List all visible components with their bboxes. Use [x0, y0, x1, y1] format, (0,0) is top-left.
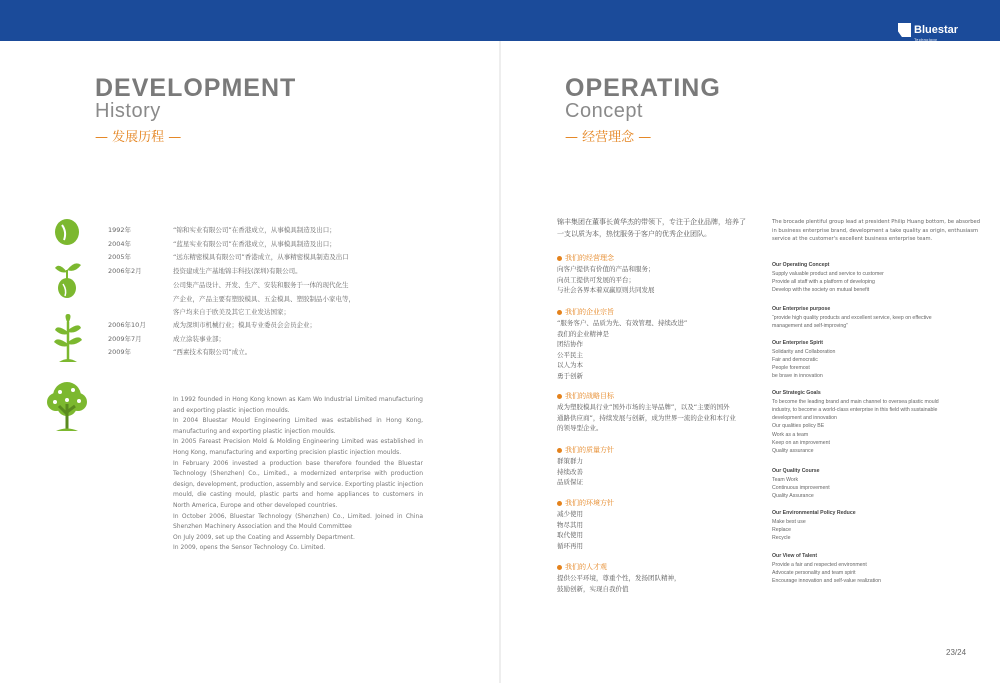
seed-icon	[53, 218, 81, 246]
timeline-year: 2005年	[108, 253, 132, 261]
concept-section	[557, 253, 757, 296]
en-line: Supply valuable product and service to customer	[772, 270, 884, 277]
en-line: Encourage innovation and self-value realization	[772, 578, 882, 585]
timeline-text: “远东精密模具有限公司”香港成立，从事精密模具制造及出口	[173, 253, 349, 261]
history-paragraph: In 2005 Fareast Precision Mold & Molding Engineering Limited was established in Hong Kong, manufacturing and exporting precision plastic injection moulds.	[173, 438, 423, 456]
concept-line: 与社会各界本着双赢原则共同发展	[557, 286, 655, 294]
en-line: To become the leading brand and main channel to oversea plastic mould	[772, 398, 939, 405]
en-line: Provide a fair and respected environment	[772, 561, 867, 568]
concept-section	[557, 307, 757, 381]
concept-english-section	[772, 552, 982, 585]
concept-line: 持续改善	[557, 467, 583, 476]
timeline-text: 成立涂装事业部；	[173, 335, 225, 343]
concept-line: “服务客户、品质为先、有效管理、持续改进”	[557, 319, 688, 327]
history-english-text	[173, 395, 423, 554]
timeline-text: 产企业，产品主要有塑胶模具、五金模具、塑胶制品小家电等，	[173, 295, 355, 303]
en-line: Develop with the society on mutual benefit	[772, 287, 870, 294]
concept-line: 物尽其用	[557, 520, 583, 529]
timeline-text: “西素技术有限公司”成立。	[173, 348, 252, 356]
page-number: 23/24	[946, 648, 967, 657]
concept-line: 向客户提供有价值的产品和服务；	[557, 265, 655, 273]
bullet-dot-icon	[557, 501, 562, 506]
left-heading-cn: — 发展历程 —	[95, 130, 182, 145]
concept-section	[557, 391, 757, 434]
concept-section	[557, 498, 757, 551]
en-line: Advocate personality and team spirit	[772, 569, 856, 576]
en-line: “provide high quality products and excellent service, keep on effective	[772, 314, 932, 321]
concept-line: 鼓励创新，实现自我价值	[557, 584, 629, 593]
concept-section-title: 我们的企业宗旨	[565, 308, 614, 316]
concept-line: 提供公平环境，尊重个性，发扬团队精神，	[557, 574, 681, 582]
concept-line: 减少使用	[557, 510, 583, 518]
en-line: development and innovation	[772, 415, 837, 422]
en-line: Team Work	[772, 476, 799, 483]
sprout-icon	[53, 260, 83, 300]
concept-section-title: 我们的环境方针	[565, 499, 614, 507]
concept-section-title: 我们的战略目标	[565, 392, 614, 400]
concept-line: 团结协作	[557, 340, 583, 348]
concept-intro: 锦丰集团在董事长黄华杰的带领下，专注于企业品牌，培养了一支以质为本，热忱服务于客户的优秀企业团队。	[557, 218, 746, 238]
timeline-text: 公司集产品设计、开发、生产、安装和服务于一体的现代化生	[173, 281, 349, 289]
en-line: be brave in innovation	[772, 373, 823, 380]
history-paragraph: In February 2006 invested a production base therefore founded the Bluestar Technology (Shenzhen) Co., Limited., a modernized enterprise with production design, development, production, assembly and service. Exporting plastic injection mould, die casting mould, plastic parts and home appliances to customers in North America, Europe and other developed countries.	[173, 459, 423, 509]
en-line: management and self-improving”	[772, 322, 848, 329]
bullet-dot-icon	[557, 256, 562, 261]
right-heading-sub: Concept	[565, 100, 643, 122]
timeline-year: 2009年	[108, 348, 132, 356]
plant-icon	[53, 314, 83, 364]
en-line: Keep on an improvement	[772, 439, 830, 446]
concept-line: 品质保证	[557, 478, 583, 486]
logo-mark-icon	[898, 23, 911, 37]
brand-sub: Technology	[914, 37, 938, 42]
header-bar	[0, 0, 1000, 41]
timeline-year: 2006年10月	[108, 321, 146, 329]
concept-english-section	[772, 389, 982, 456]
timeline-text: “锦和实业有限公司”在香港成立，从事模具制造及出口；	[173, 226, 336, 234]
concept-line: 群策群力	[557, 457, 583, 465]
concept-section-title: 我们的经营理念	[565, 254, 614, 262]
history-paragraph: In 1992 founded in Hong Kong known as Kam Wo Industrial Limited manufacturing and exporting plastic injection moulds.	[173, 396, 423, 414]
concept-line: 通路供应商”，持续发展与创新，成为世界一流的企业和本行业	[557, 413, 736, 422]
bullet-dot-icon	[557, 394, 562, 399]
concept-line: 向员工提供可发展的平台；	[557, 275, 635, 284]
page-spine	[499, 41, 501, 683]
en-section-title: Our Enterprise purpose	[772, 306, 831, 312]
en-line: Fair and democratic	[772, 356, 818, 363]
tree-icon	[46, 380, 88, 432]
concept-section	[557, 562, 757, 594]
en-line: Solidarity and Collaboration	[772, 348, 836, 355]
concept-english-section	[772, 467, 982, 500]
history-paragraph: On July 2009, set up the Coating and Assembly Department.	[173, 533, 355, 541]
bullet-dot-icon	[557, 310, 562, 315]
bullet-dot-icon	[557, 565, 562, 570]
timeline-year: 1992年	[108, 226, 132, 234]
timeline-text: 成为深圳市机械行业；模具专业委员会会员企业；	[173, 321, 316, 329]
history-paragraph: In 2009, opens the Sensor Technology Co. Limited.	[173, 544, 326, 552]
en-section-title: Our Operating Concept	[772, 262, 830, 268]
en-line: Provide all staff with a platform of developing	[772, 278, 875, 285]
right-heading-cn: — 经营理念 —	[565, 130, 652, 145]
brand-name: Bluestar	[914, 24, 959, 36]
concept-english-intro: The brocade plentiful group lead at president Philip Huang bottom, be absorbed in business enterprise brand, development a take quality as origin, enthusiasm service at the customer's excellent business enterprise team.	[772, 219, 981, 242]
concept-section-title: 我们的人才观	[565, 563, 607, 571]
left-heading-sub: History	[95, 100, 161, 122]
concept-section	[557, 445, 757, 488]
en-line: Recycle	[772, 535, 791, 542]
timeline-year: 2006年2月	[108, 267, 142, 275]
en-line: Our qualities policy BE	[772, 423, 825, 430]
concept-line: 我们的企业精神是	[557, 329, 609, 338]
concept-line: 取代使用	[557, 531, 583, 539]
left-heading-main: DEVELOPMENT	[95, 74, 297, 102]
en-section-title: Our Enterprise Spirit	[772, 340, 824, 346]
timeline-text: 投资建成生产基地锦丰科技(深圳)有限公司。	[173, 267, 302, 275]
en-line: People foremost	[772, 365, 810, 372]
en-line: Quality assurance	[772, 448, 814, 455]
timeline-year: 2009年7月	[108, 335, 142, 343]
history-paragraph: In 2004 Bluestar Mould Engineering Limited was established in Hong Kong, manufacturing and exporting plastic injection moulds.	[173, 417, 423, 435]
concept-line: 的领导型企业。	[557, 424, 603, 432]
en-section-title: Our Environmental Policy Reduce	[772, 510, 856, 516]
en-line: Continuous improvement	[772, 484, 830, 491]
concept-line: 勇于创新	[557, 371, 583, 380]
en-line: industry, to become a world-class enterprise in this field with sustainable	[772, 406, 938, 413]
en-line: Replace	[772, 526, 792, 533]
concept-line: 循环再用	[557, 541, 583, 550]
concept-english-section	[772, 339, 982, 381]
en-line: Quality Assurance	[772, 493, 814, 500]
concept-line: 成为塑胶模具行业“国外市场的主导品牌”，以及“主要的国外	[557, 403, 730, 411]
concept-english-section	[772, 261, 982, 294]
en-section-title: Our Strategic Goals	[772, 390, 821, 396]
en-section-title: Our Quality Course	[772, 468, 820, 474]
en-section-title: Our View of Talent	[772, 553, 818, 559]
bullet-dot-icon	[557, 448, 562, 453]
brand-logo	[898, 18, 958, 42]
concept-line: 以人为本	[557, 361, 583, 369]
timeline-text: 客户均来自于欧美及其它工业发达国家；	[173, 308, 290, 316]
timeline-year: 2004年	[108, 240, 132, 248]
right-heading-main: OPERATING	[565, 74, 721, 102]
en-line: Make best use	[772, 518, 806, 525]
concept-line: 公平民主	[557, 350, 583, 359]
concept-english-section	[772, 509, 982, 542]
concept-section-title: 我们的质量方针	[565, 446, 614, 454]
concept-english-section	[772, 305, 982, 330]
en-line: Work as a team	[772, 431, 809, 438]
timeline-text: “蓝星实业有限公司”在香港成立，从事模具制造及出口；	[173, 240, 336, 248]
history-paragraph: In October 2006, Bluestar Technology (Shenzhen) Co., Limited. Joined in China Shenzhen Machinery Association and the Mould Committee	[173, 512, 423, 531]
